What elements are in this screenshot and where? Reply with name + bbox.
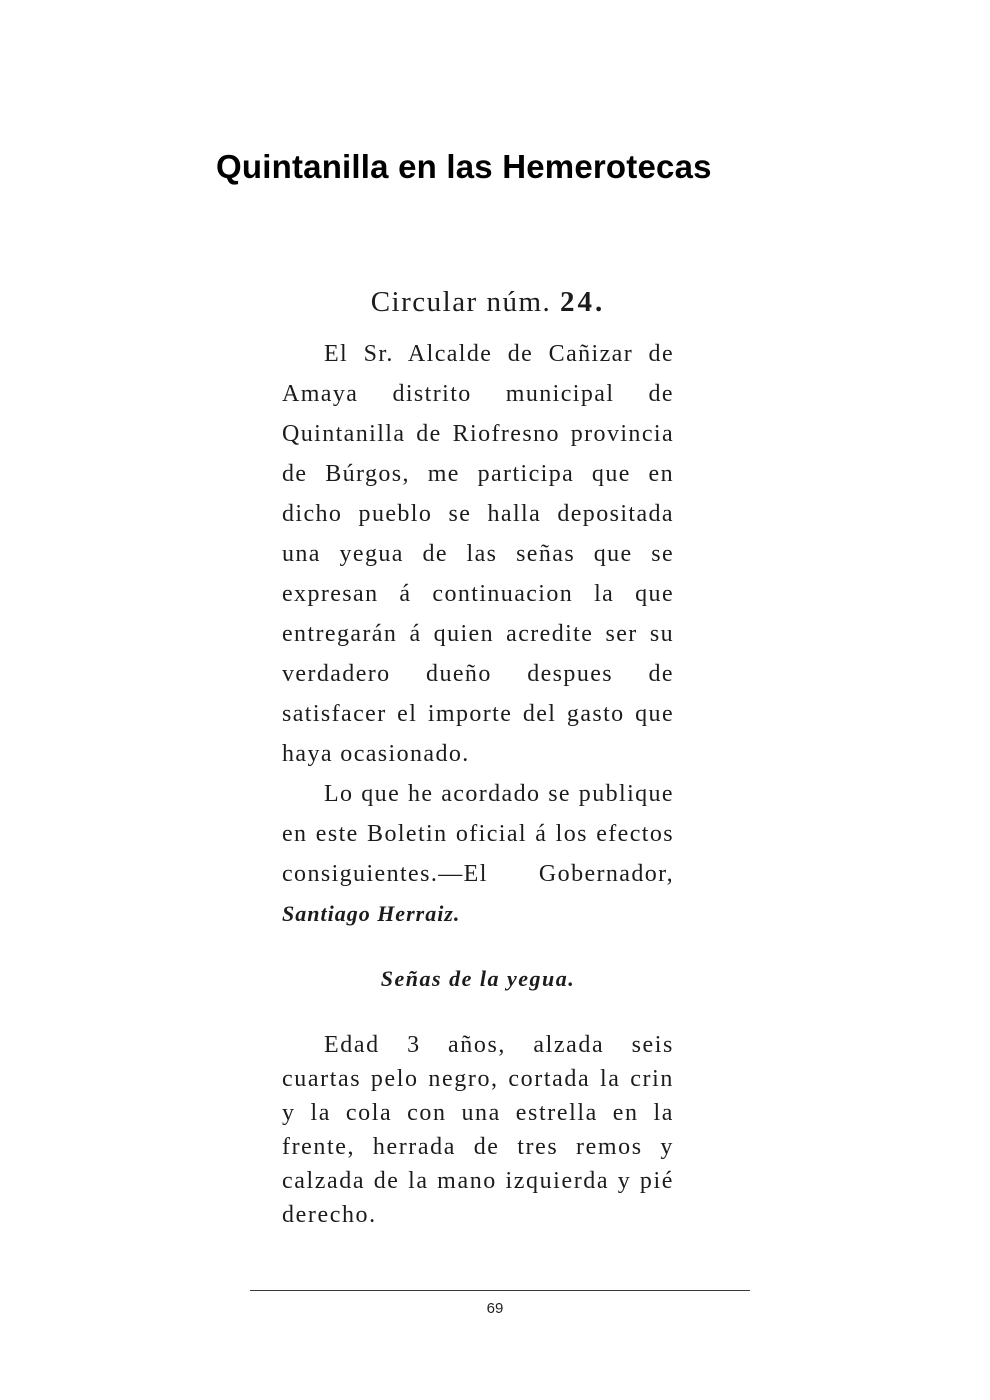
circular-heading-label: Circular núm. [370, 286, 561, 318]
notice-paragraph: El Sr. Alcalde de Cañizar de Amaya distrito municipal de Quintanilla de Riofresno provincia de Búrgos, me participa que en dicho pueblo se halla depositada una yegua de las señas que se expresan á continuacion la que entregarán á quien acredite ser su verdadero dueño despues de satisfacer el importe del gasto que haya ocasionado. [282, 341, 674, 767]
governor-signature: Santiago Herraiz. [282, 901, 461, 926]
description-heading: Señas de la yegua. [380, 966, 576, 991]
page-title: Quintanilla en las Hemerotecas [216, 148, 712, 185]
circular-number: 24. [560, 286, 606, 318]
circular-heading [302, 282, 674, 322]
page-number: 69 [486, 1300, 504, 1317]
newspaper-clipping [282, 282, 674, 1232]
mare-description: Edad 3 años, alzada seis cuartas pelo negro, cortada la crin y la cola con una estrella en la frente, herrada de tres remos y calzada de la mano izquierda y pié derecho. [282, 1032, 674, 1228]
closing-text: Lo que he acordado se publique en este Boletin oficial á los efectos consiguientes.—El Gobernador, [282, 781, 674, 887]
closing-paragraph [282, 774, 674, 934]
footer-divider [250, 1290, 750, 1291]
